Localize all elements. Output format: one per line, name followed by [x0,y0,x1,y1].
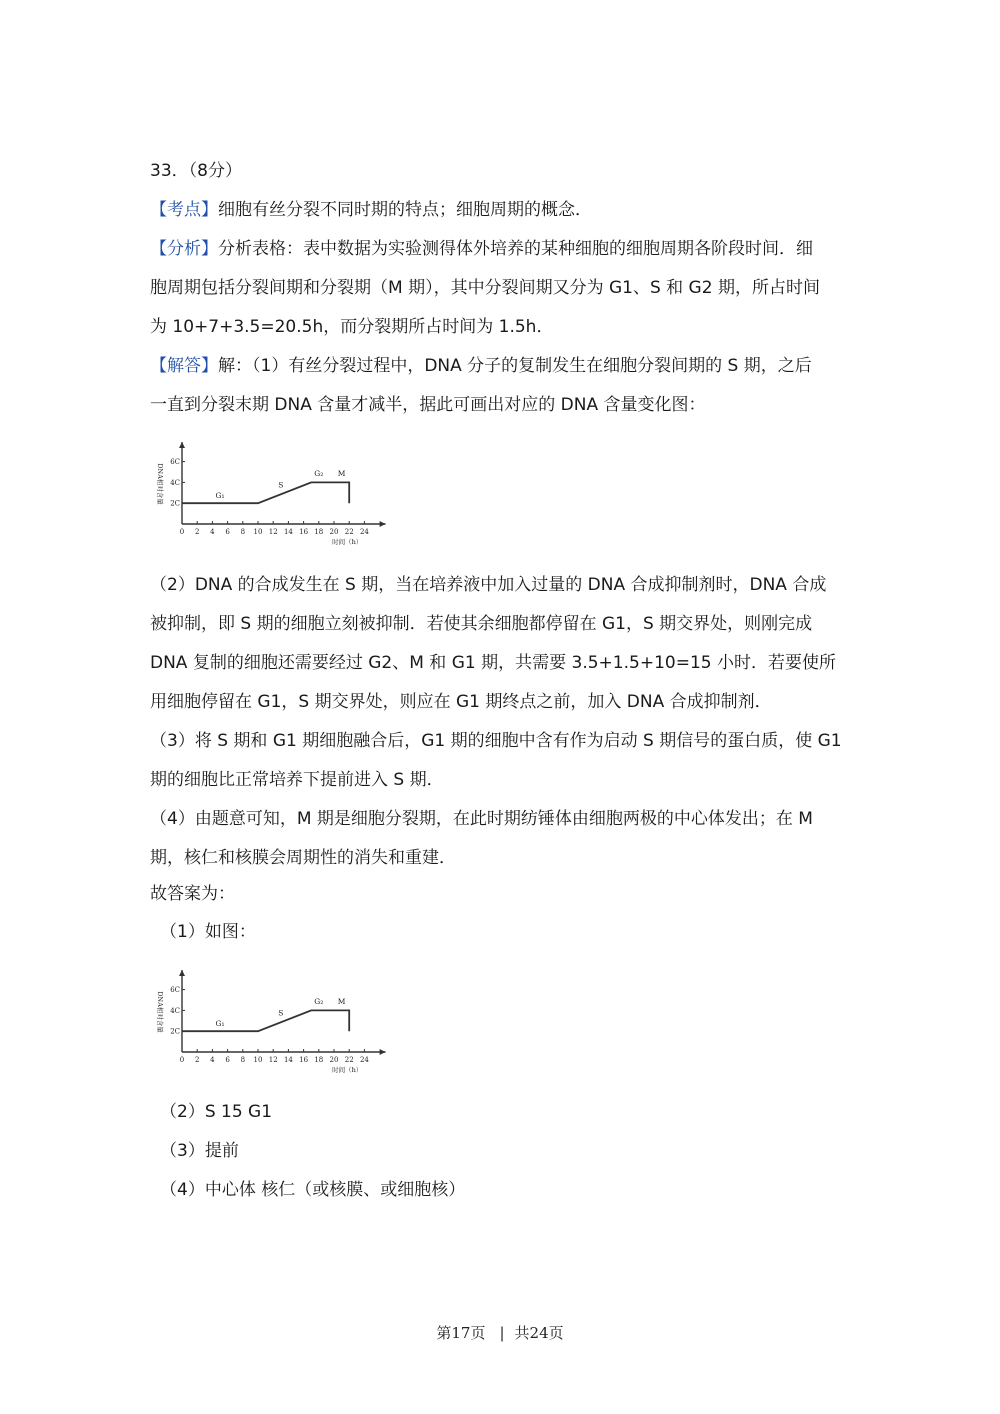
x-tick-label: 20 [329,1056,339,1064]
x-tick-label: 0 [179,528,185,536]
y-axis-arrow [179,970,185,976]
answer-1: （1）如图： [160,922,256,942]
part3-line-2: 期的细胞比正常培养下提前进入 S 期． [150,770,444,790]
x-tick-label: 24 [359,528,369,536]
x-tick-label: 2 [194,528,200,536]
x-tick-label: 24 [359,1056,369,1064]
x-tick-label: 6 [225,1056,230,1064]
fenxi-text-1: 分析表格：表中数据为实验测得体外培养的某种细胞的细胞周期各阶段时间．细 [218,239,813,259]
x-tick-label: 10 [253,1056,263,1064]
answer-2: （2）S 15 G1 [160,1102,273,1122]
answer-3: （3）提前 [160,1141,239,1161]
x-tick-label: 18 [314,528,324,536]
dna-chart-1 [150,438,422,548]
y-tick-label: 4C [170,1006,180,1015]
part3-line-1: （3）将 S 期和 G1 期细胞融合后，G1 期的细胞中含有作为启动 S 期信号的蛋白质，使 G1 [150,731,842,751]
x-tick-label: 0 [179,1056,185,1064]
part2-line-4: 用细胞停留在 G1，S 期交界处，则应在 G1 期终点之前，加入 DNA 合成抑制剂． [150,692,772,712]
y-tick-label: 4C [170,478,180,487]
x-tick-label: 16 [299,528,309,536]
phase-label-g: G₂ [314,997,324,1007]
y-axis-arrow [179,442,185,448]
phase-label-s: S [278,480,284,490]
part2-line-2: 被抑制，即 S 期的细胞立刻被抑制．若使其余细胞都停留在 G1，S 期交界处，则刚完成 [150,614,813,634]
answer-intro: 故答案为： [150,884,235,904]
y-tick-label: 2C [170,499,180,508]
y-axis-label: DNA相对含量 [156,463,164,505]
part2-line-3: DNA 复制的细胞还需要经过 G2、M 和 G1 期，共需要 3.5+1.5+10=15 小时．若要使所 [150,653,836,673]
x-tick-label: 10 [253,528,263,536]
part2-line-1: （2）DNA 的合成发生在 S 期，当在培养液中加入过量的 DNA 合成抑制剂时，DNA 合成 [150,575,827,595]
part4-line-2: 期，核仁和核膜会周期性的消失和重建． [150,848,456,868]
phase-label-m: M [337,997,346,1007]
part4-line-1: （4）由题意可知，M 期是细胞分裂期，在此时期纺锤体由细胞两极的中心体发出；在 M [150,809,813,829]
jieda-text-1: 解：（1）有丝分裂过程中，DNA 分子的复制发生在细胞分裂间期的 S 期，之后 [218,356,812,376]
phase-label-g: G₁ [215,491,225,500]
phase-label-m: M [337,469,346,479]
fenxi-line-3: 为 10+7+3.5=20.5h，而分裂期所占时间为 1.5h． [150,317,554,337]
x-tick-label: 16 [299,1056,309,1064]
x-tick-label: 14 [283,528,293,536]
question-header: 33．（8分） [150,161,242,181]
kaodian-tag: 【考点】 [150,200,218,220]
dna-content-line [182,482,349,503]
page-total: 共24页 [514,1324,564,1342]
jieda-tag: 【解答】 [150,356,218,376]
x-axis-label: 时间（h） [332,538,363,546]
phase-label-g: G₂ [314,469,324,479]
answer-4: （4）中心体 核仁（或核膜、或细胞核） [160,1180,466,1200]
x-tick-label: 20 [329,528,339,536]
x-tick-label: 18 [314,1056,324,1064]
fenxi-line-1 [150,238,813,260]
x-axis-arrow [380,521,386,527]
x-tick-label: 22 [344,1056,354,1064]
phase-label-s: S [278,1008,284,1018]
x-tick-label: 4 [210,1056,215,1064]
x-tick-label: 12 [268,1056,278,1064]
y-axis-label: DNA相对含量 [156,991,164,1033]
x-axis-arrow [380,1049,386,1055]
phase-label-g: G₁ [215,1019,225,1028]
jieda-line-2: 一直到分裂末期 DNA 含量才减半，据此可画出对应的 DNA 含量变化图： [150,395,706,415]
x-tick-label: 8 [240,528,246,536]
kaodian-text: 细胞有丝分裂不同时期的特点；细胞周期的概念． [218,200,592,220]
y-tick-label: 6C [170,458,180,467]
jieda-line-1 [150,355,812,377]
x-tick-label: 2 [194,1056,200,1064]
dna-chart-svg-2 [150,966,422,1076]
x-tick-label: 8 [240,1056,246,1064]
y-tick-label: 2C [170,1027,180,1036]
dna-chart-2 [150,966,422,1076]
x-tick-label: 12 [268,528,278,536]
page-footer [0,1322,1000,1343]
x-axis-label: 时间（h） [332,1066,363,1074]
x-tick-label: 22 [344,528,354,536]
footer-separator: | [499,1324,505,1342]
fenxi-tag: 【分析】 [150,239,218,259]
dna-chart-svg-1 [150,438,422,548]
dna-content-line [182,1010,349,1031]
x-tick-label: 4 [210,528,215,536]
y-tick-label: 6C [170,986,180,995]
x-tick-label: 14 [283,1056,293,1064]
kaodian-line [150,199,592,221]
x-tick-label: 6 [225,528,230,536]
fenxi-line-2: 胞周期包括分裂间期和分裂期（M 期），其中分裂间期又分为 G1、S 和 G2 期，所占时间 [150,278,820,298]
page-number: 第17页 [436,1324,486,1342]
